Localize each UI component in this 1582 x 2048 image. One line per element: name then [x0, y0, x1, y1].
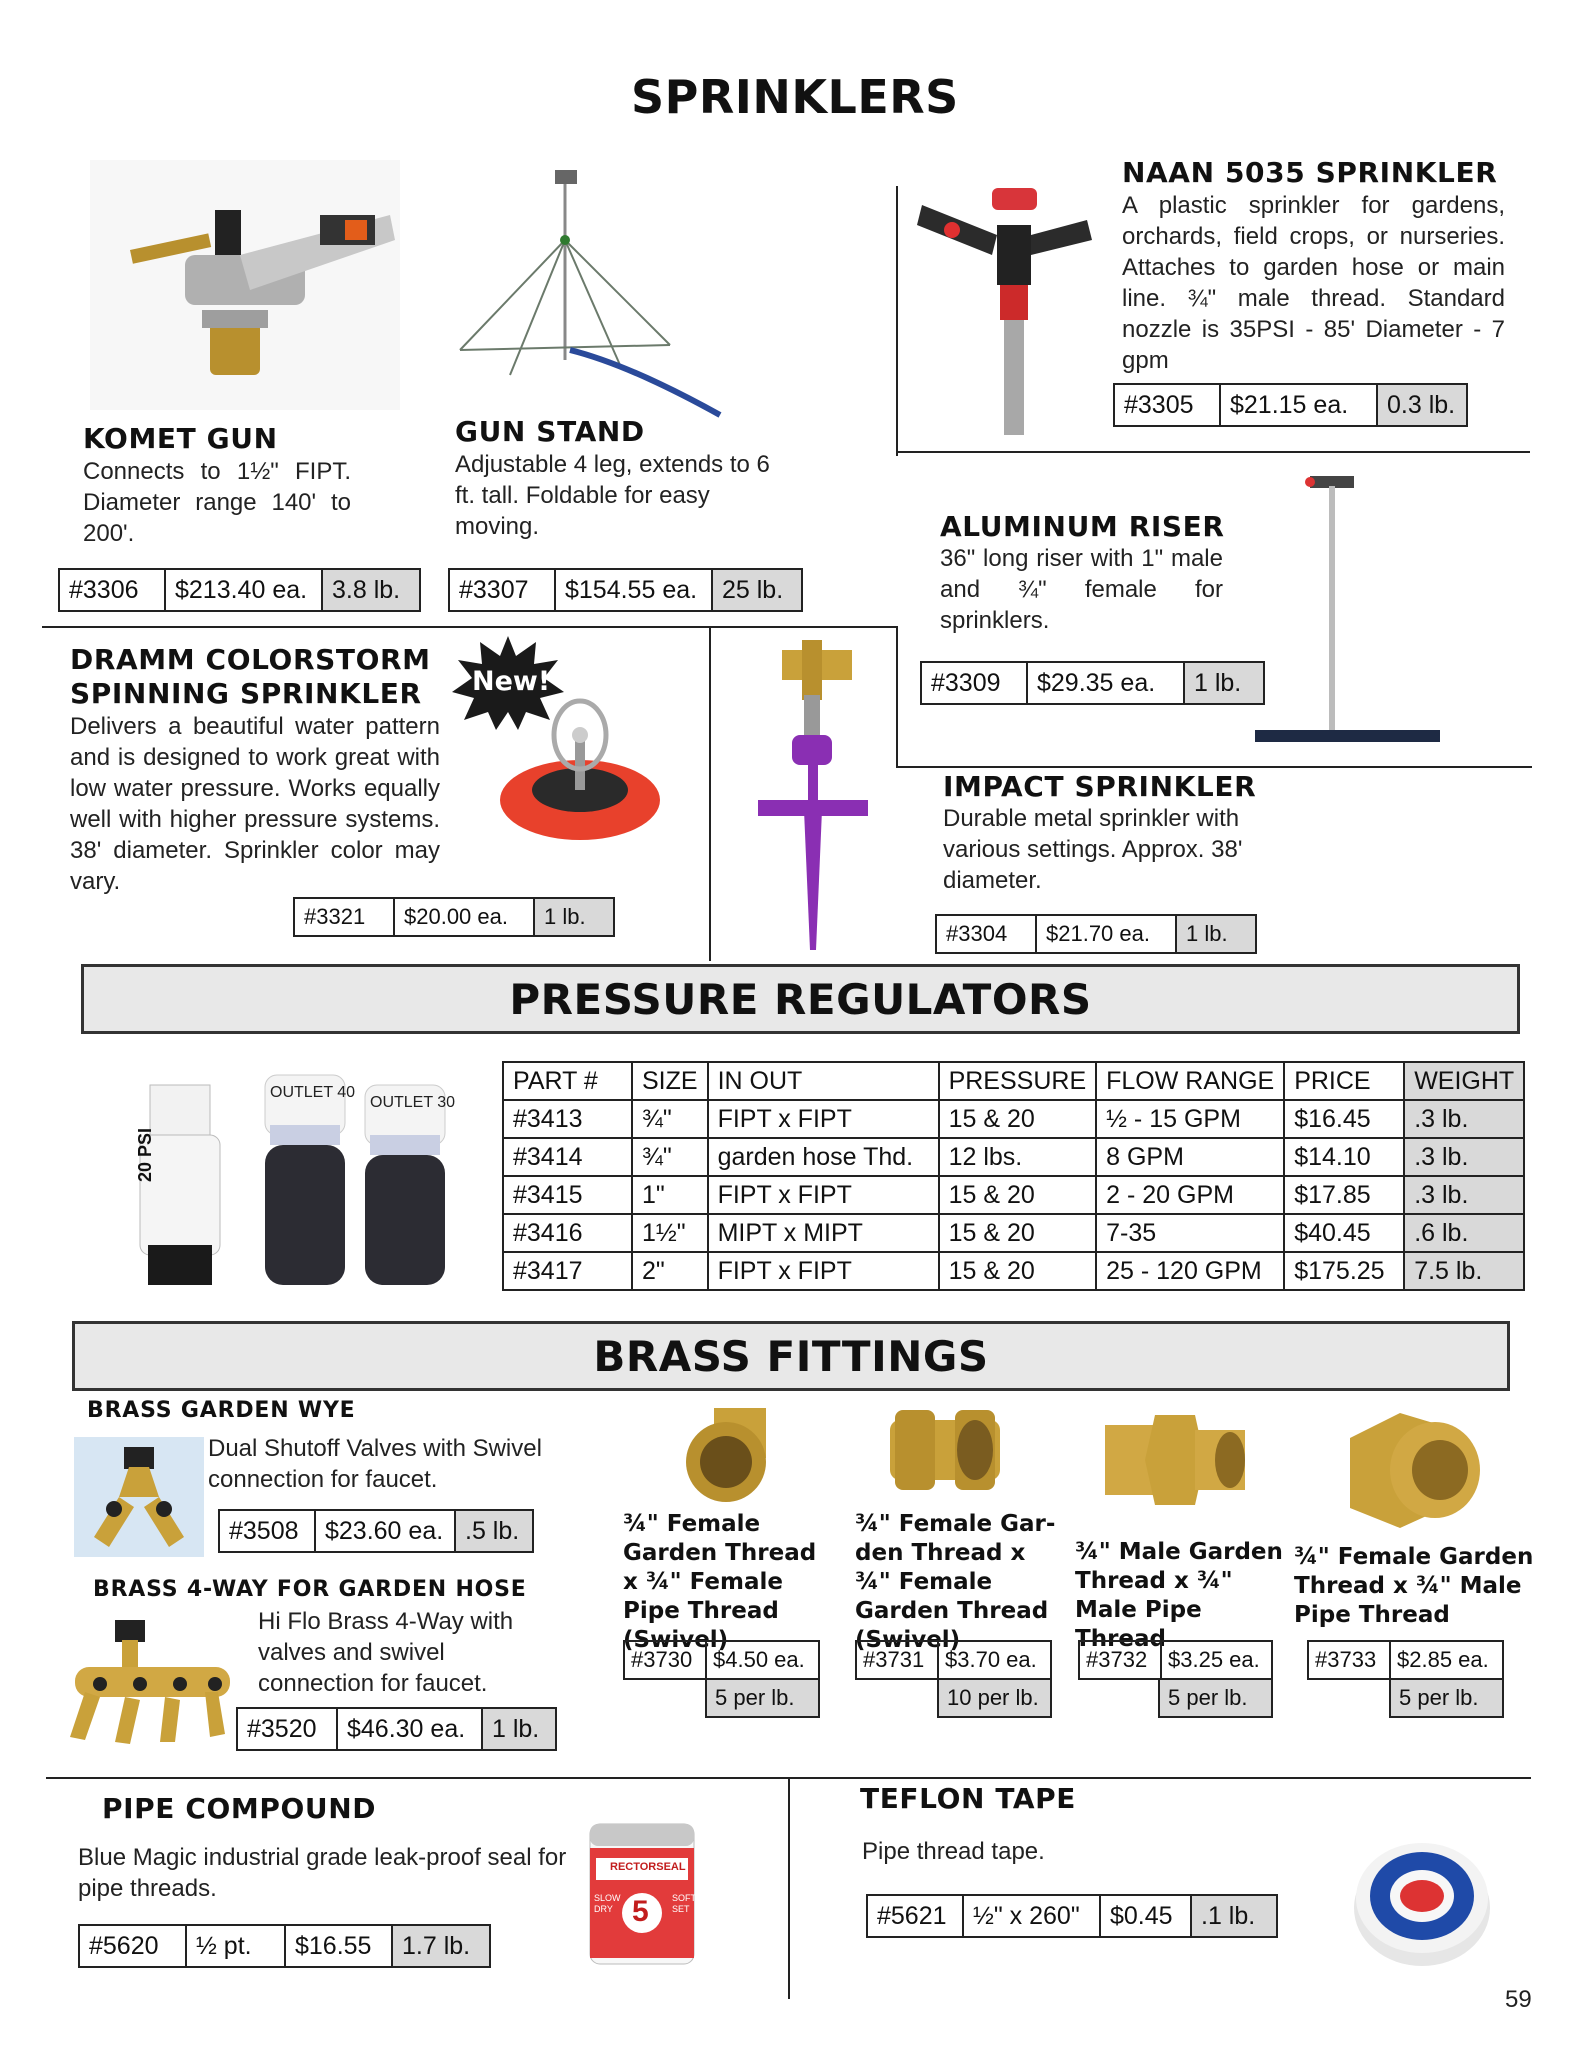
- table-cell: $40.45: [1284, 1214, 1404, 1252]
- teflon-price-bar: [866, 1894, 1278, 1938]
- impact-desc: Durable metal sprinkler with various settings. Approx. 38' diameter.: [943, 805, 1243, 894]
- table-cell: #3413: [503, 1100, 632, 1138]
- table-cell: 12 lbs.: [939, 1138, 1097, 1176]
- per-lb: 5 per lb.: [1389, 1680, 1504, 1718]
- compound-desc: Blue Magic industrial grade leak-proof seal for pipe threads.: [78, 1844, 567, 1902]
- price: $154.55 ea.: [556, 570, 713, 610]
- table-cell: #3417: [503, 1252, 632, 1290]
- fitting-3733-price: [1307, 1640, 1504, 1718]
- part-number: #5620: [80, 1926, 187, 1966]
- fitting-3730-title: ¾" Female Garden Thread x ¾" Female Pipe Thread (Swivel): [623, 1511, 817, 1653]
- table-cell: .3 lb.: [1404, 1138, 1524, 1176]
- part-number: #3306: [60, 570, 166, 610]
- price: $23.60 ea.: [316, 1511, 456, 1551]
- column-header: FLOW RANGE: [1096, 1062, 1284, 1100]
- dramm-sprinkler-image: [495, 690, 665, 840]
- divider: [788, 1777, 790, 1999]
- fitting-3733-title: ¾" Female Garden Thread x ¾" Male Pipe Thread: [1294, 1544, 1534, 1628]
- per-lb: 5 per lb.: [1158, 1680, 1273, 1718]
- part-number: #3733: [1309, 1642, 1391, 1678]
- part-number: #3731: [857, 1642, 939, 1678]
- price: $2.85 ea.: [1397, 1647, 1489, 1672]
- wye-desc: Dual Shutoff Valves with Swivel connection for faucet.: [208, 1435, 542, 1493]
- weight: 1 lb.: [1185, 663, 1263, 703]
- part-number: #3520: [238, 1709, 338, 1749]
- dramm-price-bar: [293, 897, 615, 937]
- table-cell: $175.25: [1284, 1252, 1404, 1290]
- komet-gun-image: [90, 160, 400, 410]
- brass-wye-image: [74, 1437, 204, 1557]
- weight: 1 lb.: [483, 1709, 555, 1749]
- gun-stand-title: GUN STAND: [455, 415, 645, 448]
- fitting-3730-price: [623, 1640, 820, 1718]
- price: $3.70 ea.: [945, 1647, 1037, 1672]
- table-cell: 15 & 20: [939, 1100, 1097, 1138]
- weight: 25 lb.: [713, 570, 801, 610]
- wye-price-bar: [218, 1509, 534, 1553]
- table-cell: 7-35: [1096, 1214, 1284, 1252]
- table-cell: ¾": [632, 1100, 708, 1138]
- table-cell: MIPT x MIPT: [708, 1214, 939, 1252]
- weight: 1 lb.: [1177, 916, 1255, 952]
- impact-title: IMPACT SPRINKLER: [943, 770, 1257, 803]
- fitting-3730-image: [676, 1400, 786, 1510]
- fourway-price-bar: [236, 1707, 557, 1751]
- table-cell: 25 - 120 GPM: [1096, 1252, 1284, 1290]
- compound-title: PIPE COMPOUND: [102, 1792, 377, 1825]
- brass-heading: BRASS FITTINGS: [593, 1331, 989, 1381]
- table-cell: 7.5 lb.: [1404, 1252, 1524, 1290]
- table-row: [503, 1214, 1524, 1252]
- impact-price-bar: [935, 914, 1257, 954]
- table-cell: 15 & 20: [939, 1214, 1097, 1252]
- weight: 3.8 lb.: [323, 570, 419, 610]
- weight: 1.7 lb.: [393, 1926, 489, 1966]
- naan-sprinkler-image: [912, 180, 1112, 440]
- can-left-label: SLOW DRY: [594, 1893, 621, 1914]
- weight: 0.3 lb.: [1378, 385, 1466, 425]
- table-cell: FIPT x FIPT: [708, 1176, 939, 1214]
- price: $16.55: [286, 1926, 393, 1966]
- table-cell: #3414: [503, 1138, 632, 1176]
- column-header: SIZE: [632, 1062, 708, 1100]
- naan-title: NAAN 5035 SPRINKLER: [1122, 156, 1498, 189]
- price: $46.30 ea.: [338, 1709, 483, 1749]
- gun-stand-price-bar: [448, 568, 803, 612]
- weight: 1 lb.: [535, 899, 613, 935]
- size: ½ pt.: [187, 1926, 286, 1966]
- part-number: #3730: [625, 1642, 707, 1678]
- regulators-table: [502, 1061, 1525, 1291]
- table-cell: $16.45: [1284, 1100, 1404, 1138]
- part-number: #3732: [1080, 1642, 1162, 1678]
- table-cell: 2": [632, 1252, 708, 1290]
- divider: [42, 626, 898, 628]
- gun-stand-desc: Adjustable 4 leg, extends to 6 ft. tall. Foldable for easy moving.: [455, 451, 770, 540]
- divider: [896, 766, 1532, 768]
- new-badge: New!: [472, 666, 551, 697]
- brass-fourway-image: [60, 1612, 240, 1747]
- column-header: PRICE: [1284, 1062, 1404, 1100]
- table-cell: .3 lb.: [1404, 1100, 1524, 1138]
- fourway-title: BRASS 4-WAY FOR GARDEN HOSE: [93, 1577, 527, 1602]
- regulator-label-c: OUTLET 30: [370, 1094, 456, 1111]
- column-header: IN OUT: [708, 1062, 939, 1100]
- compound-price-bar: [78, 1924, 491, 1968]
- part-number: #3321: [295, 899, 395, 935]
- table-cell: FIPT x FIPT: [708, 1100, 939, 1138]
- column-header: PART #: [503, 1062, 632, 1100]
- price: $4.50 ea.: [713, 1647, 805, 1672]
- part-number: #3307: [450, 570, 556, 610]
- can-brand: RECTORSEAL: [610, 1861, 686, 1873]
- per-lb: 5 per lb.: [705, 1680, 820, 1718]
- riser-price-bar: [920, 661, 1265, 705]
- riser-image: [1250, 468, 1450, 748]
- komet-desc: Connects to 1½" FIPT. Diameter range 140' to 200'.: [83, 458, 351, 547]
- teflon-desc: Pipe thread tape.: [862, 1838, 1045, 1865]
- komet-title: KOMET GUN: [83, 422, 278, 455]
- page-title: SPRINKLERS: [631, 70, 959, 124]
- can-number: 5: [632, 1895, 649, 1928]
- table-cell: $14.10: [1284, 1138, 1404, 1176]
- price: $3.25 ea.: [1168, 1647, 1260, 1672]
- table-row: [503, 1252, 1524, 1290]
- divider: [896, 186, 898, 456]
- regulator-label-b: OUTLET 40: [270, 1084, 356, 1101]
- weight: .5 lb.: [456, 1511, 532, 1551]
- table-cell: ¾": [632, 1138, 708, 1176]
- price: $20.00 ea.: [395, 899, 535, 935]
- gun-stand-image: [450, 165, 730, 420]
- table-cell: garden hose Thd.: [708, 1138, 939, 1176]
- column-header: WEIGHT: [1404, 1062, 1524, 1100]
- regulator-label-a: 20 PSI: [135, 1127, 155, 1182]
- part-number: #3309: [922, 663, 1028, 703]
- dramm-title-line2: SPINNING SPRINKLER: [70, 677, 422, 710]
- price: $21.70 ea.: [1037, 916, 1177, 952]
- page-number: 59: [1505, 1986, 1532, 2013]
- fitting-3731-image: [880, 1395, 1010, 1510]
- price: $29.35 ea.: [1028, 663, 1185, 703]
- table-cell: 15 & 20: [939, 1252, 1097, 1290]
- table-cell: .6 lb.: [1404, 1214, 1524, 1252]
- part-number: #3305: [1115, 385, 1221, 425]
- wye-title: BRASS GARDEN WYE: [87, 1398, 356, 1423]
- divider: [896, 451, 1530, 453]
- riser-desc: 36" long riser with 1" male and ¾" female for sprinklers.: [940, 545, 1223, 634]
- fourway-desc: Hi Flo Brass 4-Way with valves and swivel connection for faucet.: [258, 1608, 514, 1697]
- table-cell: #3416: [503, 1214, 632, 1252]
- table-cell: FIPT x FIPT: [708, 1252, 939, 1290]
- divider: [896, 626, 898, 766]
- can-right-label: SOFT SET: [672, 1893, 696, 1914]
- table-cell: .3 lb.: [1404, 1176, 1524, 1214]
- riser-title: ALUMINUM RISER: [940, 510, 1225, 543]
- divider: [709, 626, 711, 961]
- price: $0.45: [1101, 1896, 1192, 1936]
- table-row: [503, 1138, 1524, 1176]
- table-cell: #3415: [503, 1176, 632, 1214]
- table-row: [503, 1176, 1524, 1214]
- weight: .1 lb.: [1192, 1896, 1276, 1936]
- table-cell: 1½": [632, 1214, 708, 1252]
- fitting-3731-title: ¾" Female Gar-den Thread x ¾" Female Garden Thread (Swivel): [855, 1511, 1056, 1653]
- regulators-heading: PRESSURE REGULATORS: [509, 974, 1092, 1024]
- fitting-3732-image: [1100, 1405, 1250, 1525]
- komet-price-bar: [58, 568, 421, 612]
- fitting-3731-price: [855, 1640, 1052, 1718]
- teflon-title: TEFLON TAPE: [860, 1782, 1077, 1815]
- brass-section-heading: [72, 1321, 1510, 1391]
- per-lb: 10 per lb.: [937, 1680, 1052, 1718]
- price: $21.15 ea.: [1221, 385, 1378, 425]
- part-number: #3508: [220, 1511, 316, 1551]
- table-header-row: [503, 1062, 1524, 1100]
- dramm-title-line1: DRAMM COLORSTORM: [70, 643, 431, 676]
- naan-desc: A plastic sprinkler for gardens, orchards, field crops, or nurseries. Attaches to garden hose or main line. ¾" male thread. Standard nozzle is 35PSI - 85' Diameter - 7 gpm: [1122, 192, 1505, 374]
- dramm-desc: Delivers a beautiful water pattern and is designed to work great with low water pressure. Works equally well with higher pressure systems. 38' diameter. Sprinkler color may vary.: [70, 713, 440, 895]
- table-cell: $17.85: [1284, 1176, 1404, 1214]
- fitting-3733-image: [1340, 1408, 1490, 1538]
- part-number: #3304: [937, 916, 1037, 952]
- column-header: PRESSURE: [939, 1062, 1097, 1100]
- table-cell: 15 & 20: [939, 1176, 1097, 1214]
- regulators-section-heading: [81, 964, 1520, 1034]
- fitting-3732-title: ¾" Male Garden Thread x ¾" Male Pipe Thread: [1075, 1539, 1283, 1652]
- table-cell: 8 GPM: [1096, 1138, 1284, 1176]
- table-cell: 1": [632, 1176, 708, 1214]
- teflon-tape-image: [1350, 1828, 1495, 1973]
- fitting-3732-price: [1078, 1640, 1273, 1718]
- naan-price-bar: [1113, 383, 1468, 427]
- size: ½" x 260": [964, 1896, 1101, 1936]
- part-number: #5621: [868, 1896, 964, 1936]
- impact-sprinkler-image: [752, 640, 882, 955]
- table-row: [503, 1100, 1524, 1138]
- table-cell: ½ - 15 GPM: [1096, 1100, 1284, 1138]
- price: $213.40 ea.: [166, 570, 323, 610]
- table-cell: 2 - 20 GPM: [1096, 1176, 1284, 1214]
